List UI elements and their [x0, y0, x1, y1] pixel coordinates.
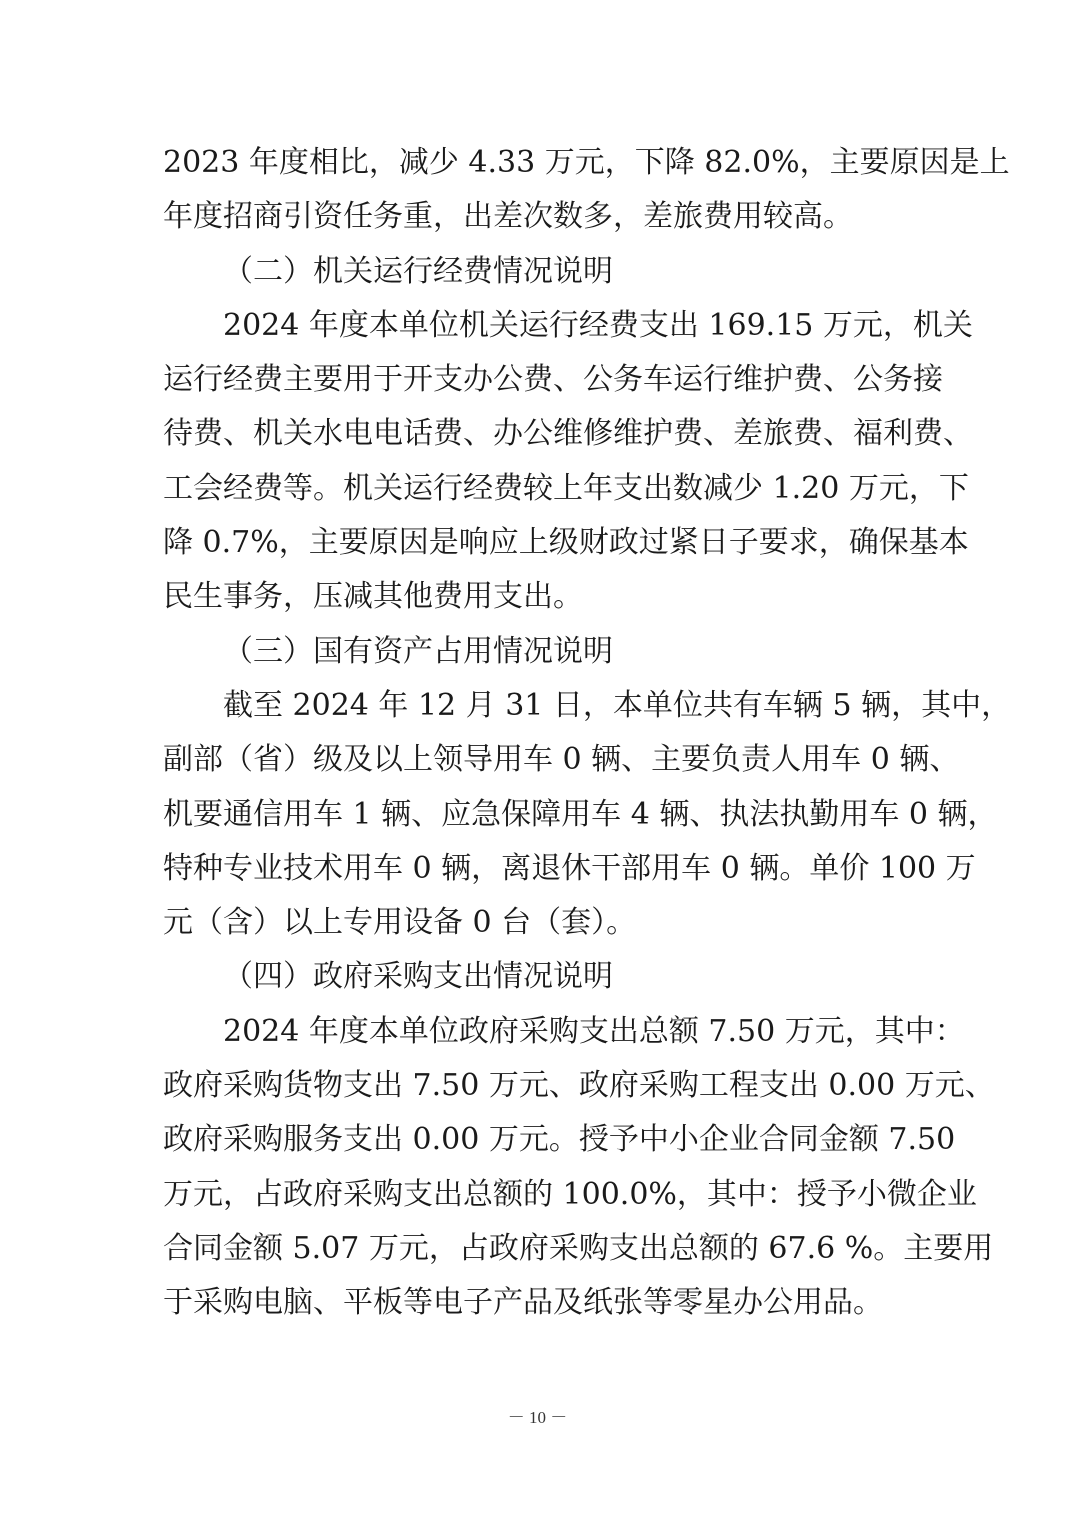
body-line: 元（含）以上专用设备 0 台（套）。 — [163, 905, 637, 941]
body-line: 机要通信用车 1 辆、应急保障用车 4 辆、执法执勤用车 0 辆， — [163, 796, 998, 832]
section-heading-3: （三）国有资产占用情况说明 — [223, 633, 613, 669]
body-line: 特种专业技术用车 0 辆，离退休干部用车 0 辆。单价 100 万 — [163, 850, 976, 886]
body-line: 于采购电脑、平板等电子产品及纸张等零星办公用品。 — [163, 1285, 883, 1321]
page-number: － 10 － — [507, 1408, 568, 1427]
body-line: 政府采购货物支出 7.50 万元、政府采购工程支出 0.00 万元、 — [163, 1068, 995, 1104]
body-line: 降 0.7%，主要原因是响应上级财政过紧日子要求，确保基本 — [163, 525, 969, 561]
body-line: 待费、机关水电电话费、办公维修维护费、差旅费、福利费、 — [163, 416, 973, 452]
body-line: 政府采购服务支出 0.00 万元。授予中小企业合同金额 7.50 — [163, 1122, 956, 1158]
body-line: 2023 年度相比，减少 4.33 万元，下降 82.0%，主要原因是上 — [163, 145, 1010, 180]
section-heading-2: （二）机关运行经费情况说明 — [223, 253, 613, 289]
body-line: 合同金额 5.07 万元，占政府采购支出总额的 67.6 %。主要用 — [163, 1230, 994, 1266]
body-line: 年度招商引资任务重，出差次数多，差旅费用较高。 — [163, 199, 853, 235]
body-line: 2024 年度本单位机关运行经费支出 169.15 万元，机关 — [223, 307, 973, 343]
section-heading-4: （四）政府采购支出情况说明 — [223, 959, 613, 995]
body-line: 民生事务，压减其他费用支出。 — [163, 579, 583, 615]
body-line: 运行经费主要用于开支办公费、公务车运行维护费、公务接 — [163, 362, 943, 398]
body-line: 工会经费等。机关运行经费较上年支出数减少 1.20 万元，下 — [163, 470, 969, 506]
body-line: 万元，占政府采购支出总额的 100.0%，其中：授予小微企业 — [163, 1176, 977, 1212]
body-line: 2024 年度本单位政府采购支出总额 7.50 万元，其中： — [223, 1013, 965, 1049]
document-body — [163, 136, 1012, 1331]
body-line: 副部（省）级及以上领导用车 0 辆、主要负责人用车 0 辆、 — [163, 742, 960, 778]
body-line: 截至 2024 年 12 月 31 日，本单位共有车辆 5 辆，其中， — [223, 687, 1012, 723]
